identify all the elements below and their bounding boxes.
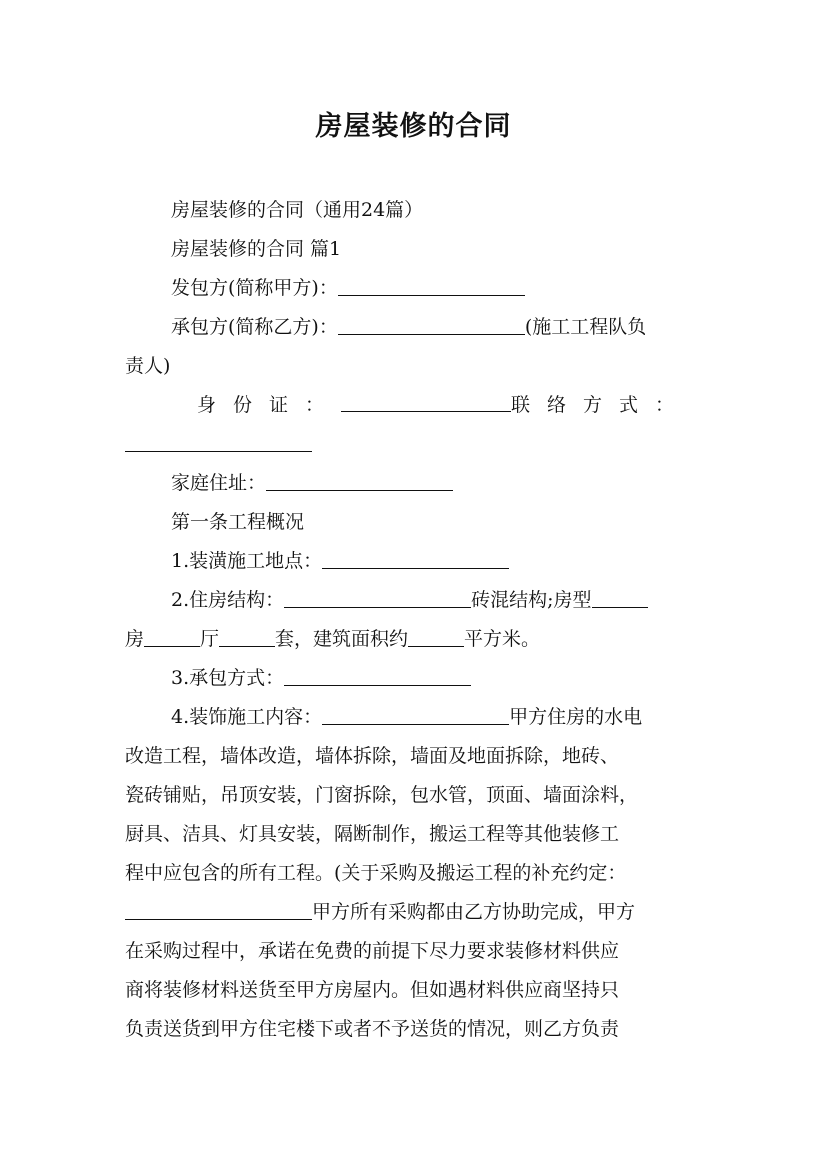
structure-label: 2.住房结构： (171, 589, 285, 611)
contract-heading: 房屋装修的合同（通用24篇） (171, 199, 424, 221)
contract-mode-blank (284, 667, 471, 686)
body-line: 瓷砖铺贴，吊顶安装，门窗拆除，包水管，顶面、墙面涂料， (125, 784, 639, 806)
room-type-blank (592, 589, 648, 608)
hall-blank (219, 628, 275, 647)
structure-type: 砖混结构;房型 (471, 589, 592, 611)
contract-mode-label: 3.承包方式： (171, 667, 285, 689)
site-line (125, 549, 763, 573)
party-a-label: 发包方(简称甲方)： (171, 277, 338, 299)
purchase-text: 甲方所有采购都由乙方协助完成，甲方 (312, 901, 636, 923)
content-blank (322, 706, 509, 725)
party-a-blank (338, 277, 525, 296)
site-label: 1.装潢施工地点： (171, 550, 323, 572)
purchase-line (125, 900, 717, 924)
contract-mode-line (125, 666, 763, 690)
contact-line-cont (125, 432, 717, 456)
area-blank (408, 628, 464, 647)
layout-line (125, 627, 717, 651)
room-blank (144, 628, 200, 647)
id-label: 身份证： (197, 394, 342, 416)
body-line: 商将装修材料送货至甲方房屋内。但如遇材料供应商坚持只 (125, 979, 620, 1001)
body-line: 程中应包含的所有工程。(关于采购及搬运工程的补充约定： (125, 862, 627, 884)
area-label: 套，建筑面积约 (275, 628, 409, 650)
body-line: 负责送货到甲方住宅楼下或者不予送货的情况，则乙方负责 (125, 1018, 620, 1040)
party-b-note: (施工工程队负 (524, 316, 647, 338)
party-b-blank (338, 316, 525, 335)
body-line: 厨具、洁具、灯具安装，隔断制作，搬运工程等其他装修工 (125, 823, 620, 845)
area-unit: 平方米。 (464, 628, 541, 650)
party-a-line (125, 276, 763, 300)
contact-blank (125, 433, 312, 452)
party-b-note-cont: 责人) (125, 355, 171, 377)
address-blank (266, 472, 453, 491)
article-one-heading: 第一条工程概况 (171, 511, 305, 533)
party-b-label: 承包方(简称乙方)： (171, 316, 338, 338)
site-blank (322, 550, 509, 569)
purchase-blank (125, 901, 312, 920)
room-label: 房 (125, 628, 145, 650)
address-label: 家庭住址： (171, 472, 267, 494)
body-line: 在采购过程中，承诺在免费的前提下尽力要求装修材料供应 (125, 940, 620, 962)
section-heading: 房屋装修的合同 篇1 (171, 238, 342, 260)
content-label: 4.装饰施工内容： (171, 706, 323, 728)
structure-blank (284, 589, 471, 608)
content-text: 甲方住房的水电 (509, 706, 643, 728)
address-line (125, 471, 763, 495)
document-title: 房屋装修的合同 (315, 111, 512, 142)
contact-label: 联络方式： (510, 394, 691, 416)
party-b-line (125, 315, 763, 339)
id-blank (341, 393, 511, 412)
content-line (125, 705, 763, 729)
structure-line (125, 588, 763, 612)
id-contact-line (197, 393, 691, 417)
hall-label: 厅 (200, 628, 220, 650)
body-line: 改造工程，墙体改造，墙体拆除，墙面及地面拆除，地砖、 (125, 745, 620, 767)
